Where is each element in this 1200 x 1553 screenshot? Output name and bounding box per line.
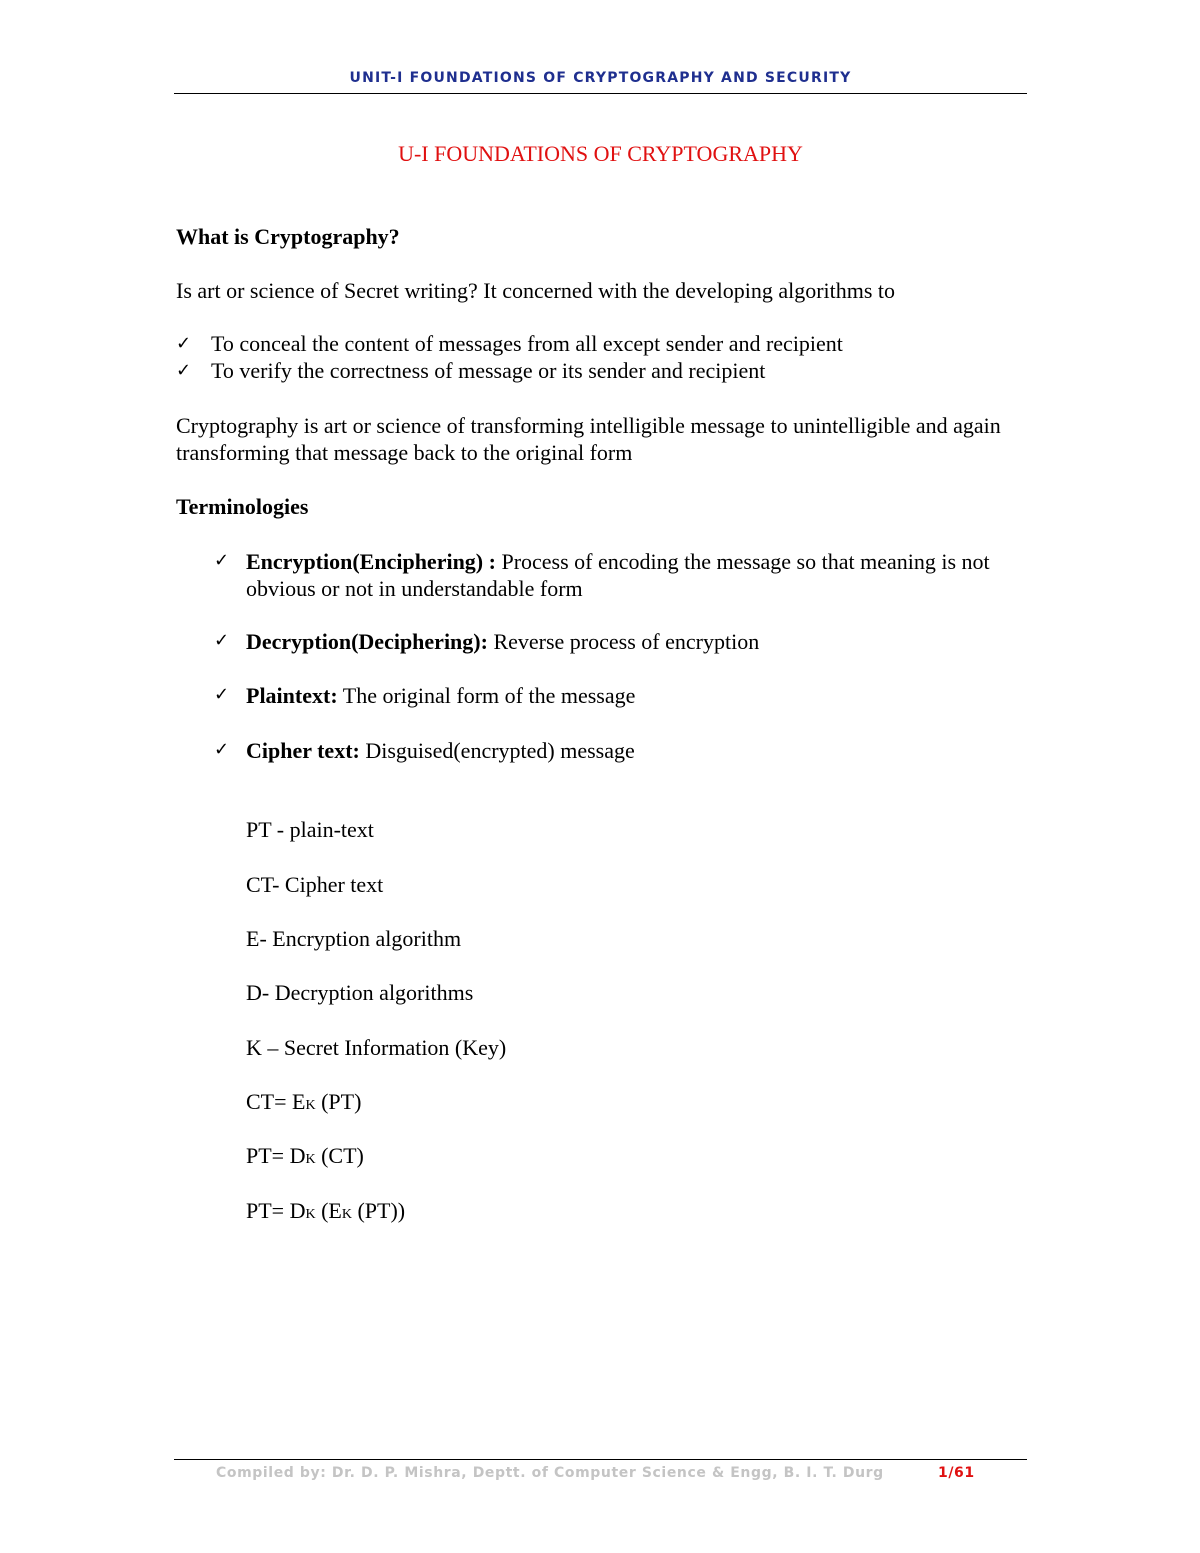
term-label: Plaintext: [246,683,338,708]
heading-what-is-cryptography: What is Cryptography? [176,224,400,249]
formula-subscript: K [305,1098,316,1113]
formula-part: (PT)) [351,1198,406,1223]
bullet-conceal: To conceal the content of messages from all except sender and recipient [211,331,843,356]
term-description: Disguised(encrypted) message [359,738,635,763]
formula-subscript: K [341,1207,352,1222]
term-label: Encryption(Enciphering) : [246,549,496,574]
formula-part: (CT) [315,1143,364,1168]
intro-paragraph: Is art or science of Secret writing? It concerned with the developing algorithms to [176,278,896,303]
formula-part: CT= E [246,1089,306,1114]
symbol-pt: PT - plain-text [246,817,374,842]
term-description: The original form of the message [337,683,636,708]
footer-divider [174,1459,1027,1460]
definition-paragraph: Cryptography is art or science of transforming intelligible message to unintelligible and again transforming that message back to the original form [176,413,1001,465]
document-title: U-I FOUNDATIONS OF CRYPTOGRAPHY [398,141,803,166]
formula-part: PT= D [246,1198,306,1223]
term-plaintext [246,682,1026,709]
symbol-k: K – Secret Information (Key) [246,1035,507,1060]
formula-subscript: K [305,1207,316,1222]
term-decryption [246,628,1026,655]
symbol-ct: CT- Cipher text [246,872,384,897]
term-label: Decryption(Deciphering): [246,629,488,654]
header-divider [174,93,1027,94]
check-icon: ✓ [214,684,230,705]
heading-terminologies: Terminologies [176,494,309,519]
term-ciphertext [246,737,1026,764]
footer-credit: Compiled by: Dr. D. P. Mishra, Deptt. of Computer Science & Engg, B. I. T. Durg [216,1465,884,1481]
check-icon: ✓ [214,550,230,571]
formula-part: PT= D [246,1143,306,1168]
page-number: 1/61 [938,1465,975,1481]
formula-decrypt [246,1143,364,1169]
formula-encrypt [246,1089,361,1115]
symbol-d: D- Decryption algorithms [246,980,474,1005]
term-encryption [246,548,1026,602]
page-header: UNIT-I FOUNDATIONS OF CRYPTOGRAPHY AND SECURITY [349,70,852,86]
symbol-e: E- Encryption algorithm [246,926,462,951]
check-icon: ✓ [214,739,230,760]
bullet-verify: To verify the correctness of message or its sender and recipient [211,358,766,383]
formula-part: (PT) [315,1089,362,1114]
check-icon: ✓ [176,360,192,381]
term-description: Process of encoding the message so that meaning is not obvious or not in understandable form [246,549,990,601]
formula-part: (E [315,1198,342,1223]
check-icon: ✓ [176,333,192,354]
check-icon: ✓ [214,630,230,651]
term-label: Cipher text: [246,738,360,763]
formula-roundtrip [246,1198,405,1224]
formula-subscript: K [305,1152,316,1167]
term-description: Reverse process of encryption [487,629,760,654]
